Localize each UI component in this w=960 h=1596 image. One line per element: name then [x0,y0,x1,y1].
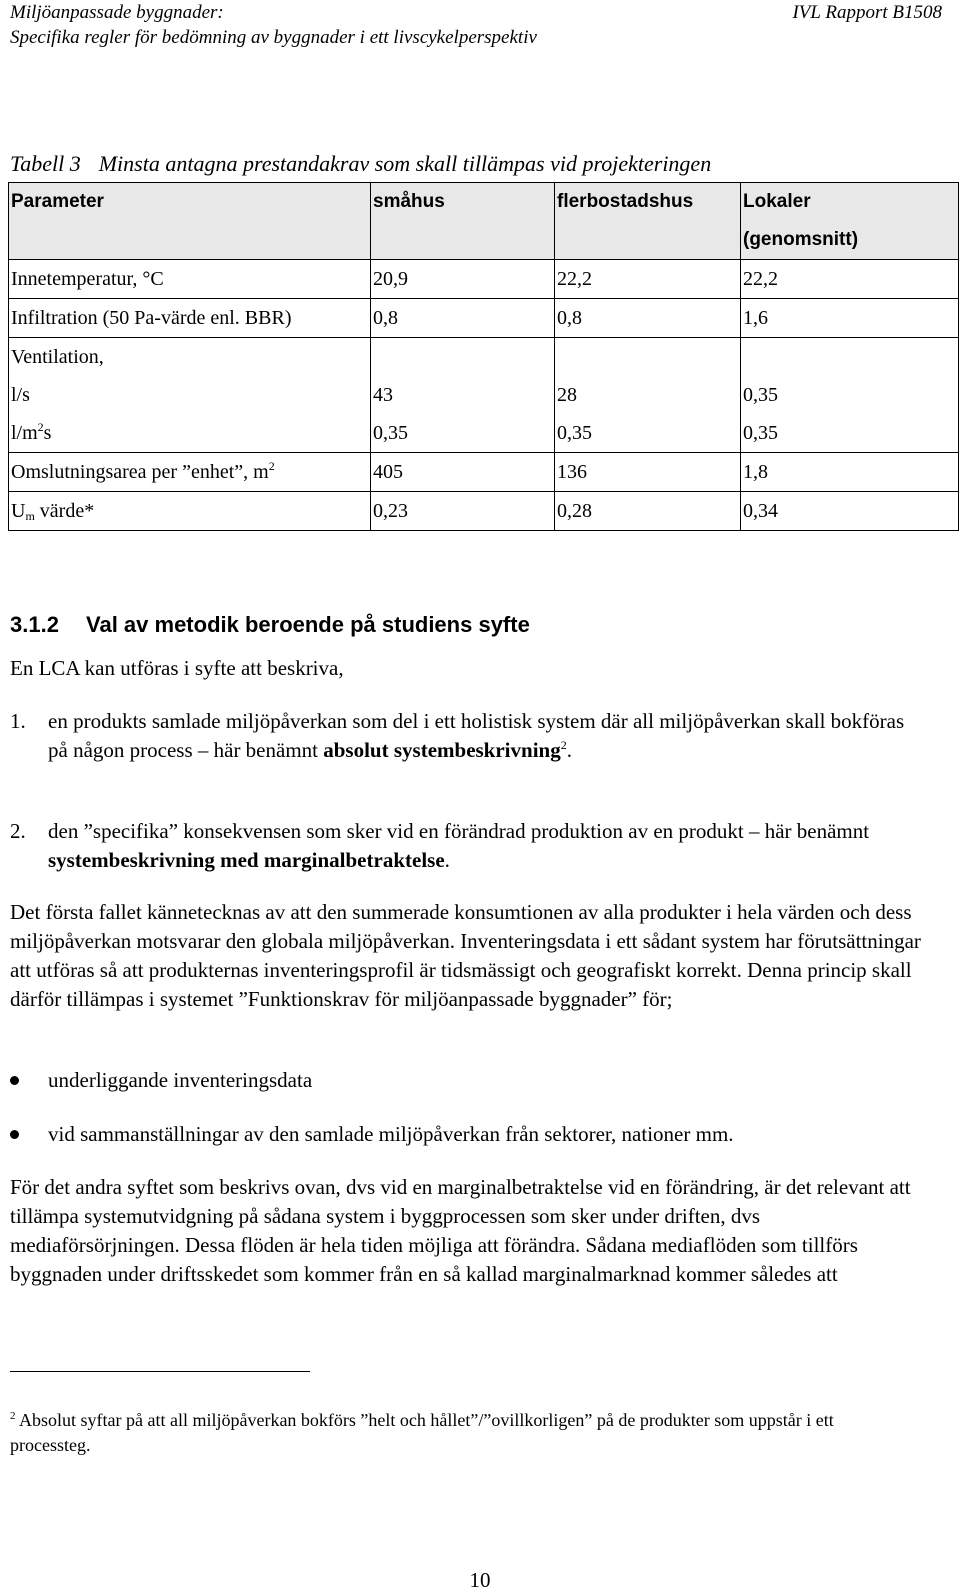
section-intro: En LCA kan utföras i syfte att beskriva, [10,656,344,680]
table-header-row [9,183,959,260]
table-caption [10,151,711,177]
section-title: Val av metodik beroende på studiens syfte [86,612,530,637]
header-flerbostadshus: flerbostadshus [555,183,741,260]
paragraph-1: Det första fallet kännetecknas av att den summerade konsumtionen av alla produkter i hela värden och dess miljöpåverkan motsvarar den globala miljöpåverkan. Inventeringsdata i ett sådant system har förutsättningar att utföras så att produkternas inventeringsprofil är tidsmässigt och geografiskt korrekt. Denna princip skall därför tillämpas i systemet ”Funktionskrav för miljöanpassade byggnader” för; [10,900,921,1011]
table-row-omslutningsarea: Omslutningsarea per ”enhet”, $m^2$ 405 136 1,8 [9,453,959,492]
table-row-infiltration: Infiltration (50 Pa-värde enl. BBR) 0,8 0,8 1,6 [9,299,959,338]
list-marker-1: 1. [10,709,26,733]
footnote-text: Absolut syftar på att all miljöpåverkan bokförs ”helt och hållet”/”ovillkorligen” på de produkter som uppstår i ett processteg. [10,1410,834,1455]
page-header [10,0,942,50]
header-lokaler-sub: (genomsnitt) [743,229,859,250]
list-item-1: 1. en produkts samlade miljöpåverkan som del i ett holistisk system där all miljöpåverkan skall bokföras på någon process – här benämnt absolut systembeskrivning$^2$. [10,709,905,762]
header-title: Miljöanpassade byggnader: [10,2,224,23]
header-report-id: IVL Rapport B1508 [792,2,942,23]
table-row-ventilation: Ventilation, l/s $l/m^2s$ 43 0,35 28 0,35 0,35 0,35 [9,338,959,453]
table-caption-label: Tabell 3 [10,151,81,176]
performance-table [8,182,959,531]
paragraph-2: För det andra syftet som beskrivs ovan, dvs vid en marginalbetraktelse vid en förändring, är det relevant att tillämpa systemutvidgning på sådana system i byggprocessen som sker under driften, dvs mediaförsörjningen. Dessa flöden är hela tiden möjliga att förändra. Sådana mediaflöden som tillförs byggnaden under driftsskedet som kommer från en så kallad marginalmarknad kommer således att [10,1175,911,1286]
bullet-item-2: vid sammanställningar av den samlade miljöpåverkan från sektorer, nationer mm. [10,1120,734,1149]
header-subtitle: Specifika regler för bedömning av byggnader i ett livscykelperspektiv [10,27,537,48]
header-parameter: Parameter [9,183,371,260]
table-caption-text: Minsta antagna prestandakrav som skall tillämpas vid projekteringen [98,151,712,176]
section-number: 3.1.2 [10,612,59,637]
header-lokaler: Lokaler (genomsnitt) [741,183,959,260]
section-heading [10,612,530,638]
page-number: 10 [469,1568,491,1592]
header-smahus: småhus [371,183,555,260]
table-row-um-varde: $U_m$ värde* 0,23 0,28 0,34 [9,492,959,531]
footnote-divider [10,1371,310,1372]
list-item-2: 2. den ”specifika” konsekvensen som sker vid en förändrad produktion av en produkt – här benämnt systembeskrivning med marginalbetraktelse. [10,819,870,872]
footnote-marker: 2 [10,1410,16,1422]
bullet-item-1: underliggande inventeringsdata [10,1066,312,1095]
bullet-icon [10,1076,19,1085]
table-row-innetemperatur: Innetemperatur, °C 20,9 22,2 22,2 [9,260,959,299]
footnote [10,1408,910,1458]
list-marker-2: 2. [10,819,26,843]
bullet-icon [10,1130,19,1139]
